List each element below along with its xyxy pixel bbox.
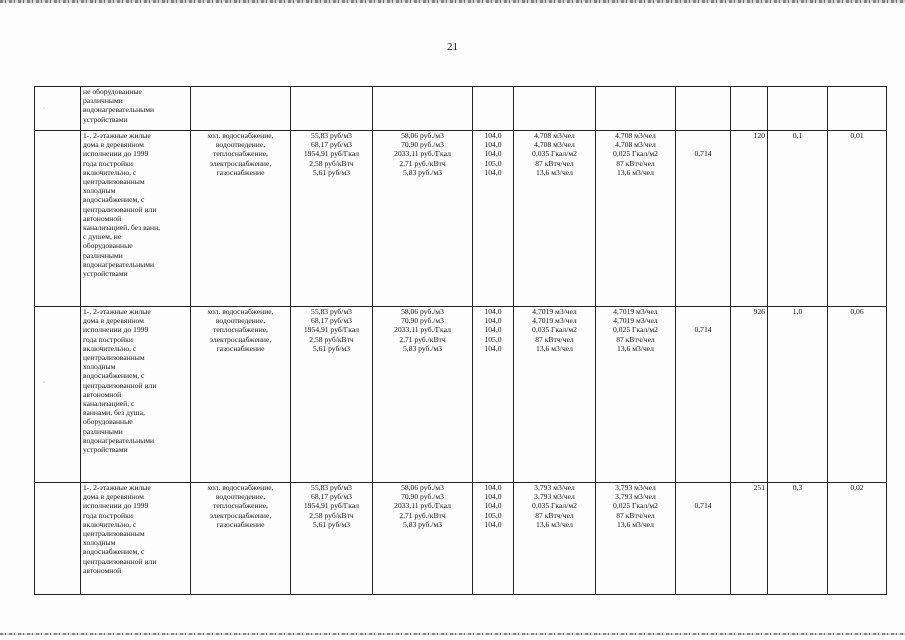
cell-norms-new: 3,793 м3/чел 3,793 м3/чел 0,025 Гкал/м2 87 кВтч/чел 13,6 м3/чел xyxy=(596,483,676,595)
cell-tariffs: 55,83 руб/м3 68,17 руб/м3 1954,91 руб/Гкал 2,58 руб/кВтч 5,61 руб/м3 xyxy=(291,307,373,483)
cell-services: хол. водоснабжение, водоотведение, теплоснабжение, электроснабжение, газоснабжение xyxy=(191,483,291,595)
table-row xyxy=(35,131,887,307)
cell-share: 0,3 xyxy=(768,483,828,595)
cell-index: 104,0 104,0 104,0 105,0 104,0 xyxy=(473,307,514,483)
cell-norms: 3,793 м3/чел 3,793 м3/чел 0,035 Гкал/м2 87 кВтч/чел 13,6 м3/чел xyxy=(514,483,596,595)
cell-norms-new: 4,7019 м3/чел 4,7019 м3/чел 0,025 Гкал/м2 87 кВтч/чел 13,6 м3/чел xyxy=(596,307,676,483)
cell-tariffs-new: 58,06 руб./м3 70,90 руб./м3 2033,11 руб./Гкал 2,71 руб./кВтч 5,83 руб./м3 xyxy=(373,307,473,483)
cell-count: 926 xyxy=(731,307,768,483)
cell-share: 0,1 xyxy=(768,131,828,307)
scan-edge-bottom xyxy=(0,633,905,635)
cell-share2: 0,06 xyxy=(828,307,887,483)
cell-description: не оборудованные различными водонагревательными устройствами xyxy=(81,87,191,131)
cell-tariffs-new: 58,06 руб./м3 70,90 руб./м3 2033,11 руб./Гкал 2,71 руб./кВтч 5,83 руб./м3 xyxy=(373,131,473,307)
cell-description: 1-, 2-этажные жилые дома в деревянном исполнении до 1999 года постройки включительно, с централизованным холодным водоснабжением, с централизованной или автономной xyxy=(81,483,191,595)
cell-services: хол. водоснабжение, водоотведение, теплоснабжение, электроснабжение, газоснабжение xyxy=(191,307,291,483)
cell-coef: 0,714 xyxy=(676,483,731,595)
page-number: 21 xyxy=(447,41,458,53)
table-row xyxy=(35,483,887,595)
cell-count: 120 xyxy=(731,131,768,307)
cell-share2: 0,02 xyxy=(828,483,887,595)
cell-tariffs-new: 58,06 руб./м3 70,90 руб./м3 2033,11 руб./Гкал 2,71 руб./кВтч 5,83 руб./м3 xyxy=(373,483,473,595)
cell-share2: 0,01 xyxy=(828,131,887,307)
cell-share: 1,0 xyxy=(768,307,828,483)
cell-index: 104,0 104,0 104,0 105,0 104,0 xyxy=(473,131,514,307)
cell-coef: 0,714 xyxy=(676,131,731,307)
cell-description: 1-, 2-этажные жилые дома в деревянном исполнении до 1999 года постройки включительно, с централизованным холодным водоснабжением, с централизованной или автономной канализацией, с ваннами, без душа, оборудованные различными водонагревательными устройствами xyxy=(81,307,191,483)
cell-tariffs: 55,83 руб/м3 68,17 руб/м3 1954,91 руб/Гкал 2,58 руб/кВтч 5,61 руб/м3 xyxy=(291,131,373,307)
cell-services: хол. водоснабжение, водоотведение, теплоснабжение, электроснабжение, газоснабжение xyxy=(191,131,291,307)
cell-norms: 4,7019 м3/чел 4,7019 м3/чел 0,035 Гкал/м2 87 кВтч/чел 13,6 м3/чел xyxy=(514,307,596,483)
cell-description: 1-, 2-этажные жилые дома в деревянном исполнении до 1999 года постройки включительно, с централизованным холодным водоснабжением, с централизованной или автономной канализацией, без ванн, с душем, не оборудованные различными водонагревательными устройствами xyxy=(81,131,191,307)
cell-coef: 0,714 xyxy=(676,307,731,483)
cell-norms-new: 4,708 м3/чел 4,708 м3/чел 0,025 Гкал/м2 87 кВтч/чел 13,6 м3/чел xyxy=(596,131,676,307)
cell-tariffs: 55,83 руб/м3 68,17 руб/м3 1954,91 руб/Гкал 2,58 руб/кВтч 5,61 руб/м3 xyxy=(291,483,373,595)
cell-norms: 4,708 м3/чел 4,708 м3/чел 0,035 Гкал/м2 87 кВтч/чел 13,6 м3/чел xyxy=(514,131,596,307)
table-row-continued xyxy=(35,87,887,131)
cell-index: 104,0 104,0 104,0 105,0 104,0 xyxy=(473,483,514,595)
cell-marker: · xyxy=(35,87,81,131)
cell-count: 251 xyxy=(731,483,768,595)
tariff-table xyxy=(34,86,887,595)
table-row: $_\cdot$ 1-, 2-этажные жилые дома в деревянном исполнении до 1999 года постройки включительно, с централизованным холодным водоснабжением, с централизованной или автономной канализацией, с ваннами, без душа, оборудованные различными водонагревательными устройствами хол. водоснабжение, водоотведение, теплоснабжение, электроснабжение, газоснабжение 55,83 руб/м3 68,17 руб/м3 1954,91 руб/Гкал 2,58 руб/кВтч 5,61 руб/м3 58,06 руб./м3 70,90 руб./м3 2033,11 руб./Гкал 2,71 руб./кВтч 5,83 руб./м3 104,0 104,0 104,0 105,0 104,0 4,7019 м3/чел 4,7019 м3/чел 0,035 Гкал/м2 87 кВтч/чел 13,6 м3/чел 4,7019 м3/чел 4,7019 м3/чел 0,025 Гкал/м2 87 кВтч/чел 13,6 м3/чел 0,714 926 1,0 0,06 xyxy=(35,307,887,483)
scan-edge-top xyxy=(0,0,905,3)
